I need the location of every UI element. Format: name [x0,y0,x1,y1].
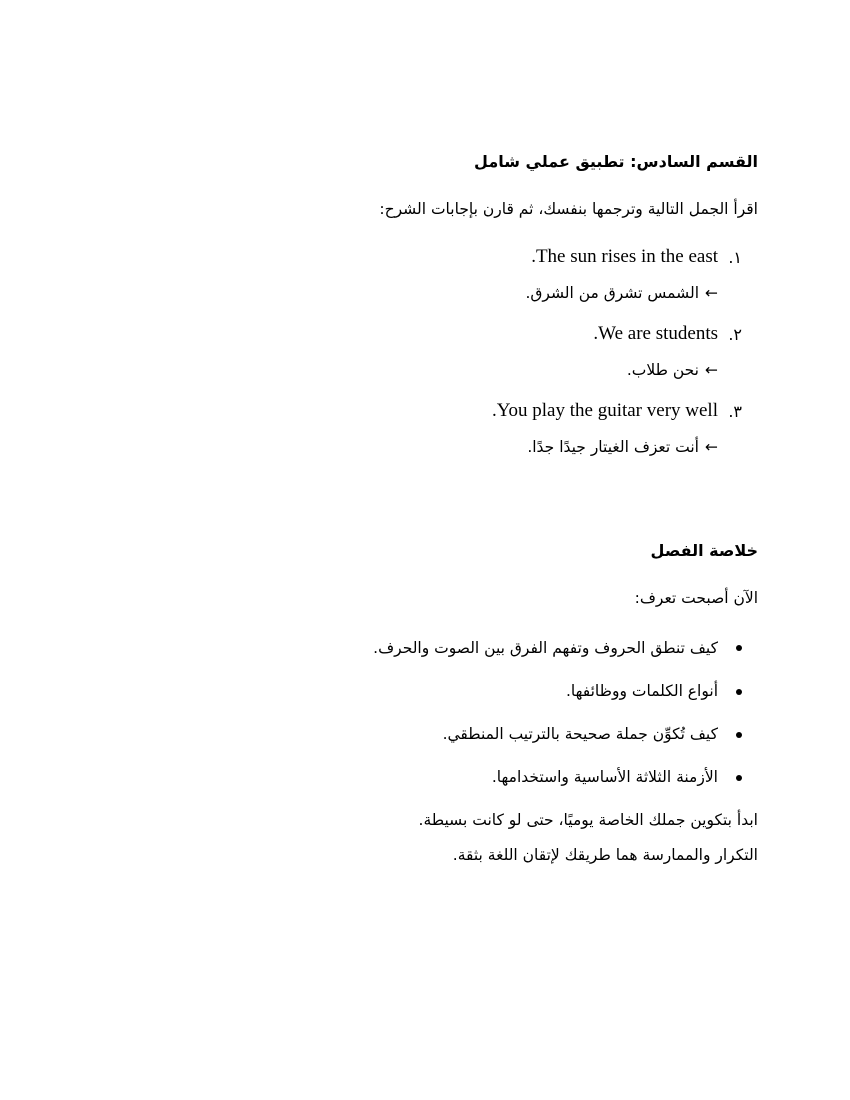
exercise-english-sentence: You play the guitar very well. [491,400,718,421]
summary-intro: الآن أصبحت تعرف: [634,589,758,607]
exercise-number: ٣. [728,402,742,421]
exercise-translation [527,437,718,457]
summary-list-item: الأزمنة الثلاثة الأساسية واستخدامها. [491,768,718,786]
arrow-icon: ← [705,438,718,456]
translation-text: أنت تعزف الغيتار جيدًا جدًا. [527,438,699,456]
exercise-translation [525,283,718,303]
section-instruction: اقرأ الجمل التالية وترجمها بنفسك، ثم قارن بإجابات الشرح: [379,200,758,218]
closing-line: التكرار والممارسة هما طريقك لإتقان اللغة بثقة. [452,846,758,864]
bullet-icon [736,775,742,781]
bullet-icon [736,689,742,695]
exercise-number: ٢. [728,325,742,344]
arrow-icon: ← [705,361,718,379]
translation-text: نحن طلاب. [626,361,699,379]
exercise-translation [627,360,718,380]
translation-text: الشمس تشرق من الشرق. [525,284,699,302]
exercise-number: ١. [728,248,742,267]
bullet-icon [736,645,742,651]
summary-list-item: أنواع الكلمات ووظائفها. [565,682,718,700]
exercise-english-sentence: The sun rises in the east. [531,246,718,267]
section-title: القسم السادس: تطبيق عملي شامل [474,152,758,171]
summary-title: خلاصة الفصل [650,541,758,560]
closing-line: ابدأ بتكوين جملك الخاصة يوميًا، حتى لو كانت بسيطة. [418,811,758,829]
summary-list-item: كيف تنطق الحروف وتفهم الفرق بين الصوت والحرف. [373,639,718,657]
arrow-icon: ← [705,284,718,302]
exercise-english-sentence: We are students. [593,323,718,344]
bullet-icon [736,732,742,738]
summary-list-item: كيف تُكوِّن جملة صحيحة بالترتيب المنطقي. [442,725,718,743]
